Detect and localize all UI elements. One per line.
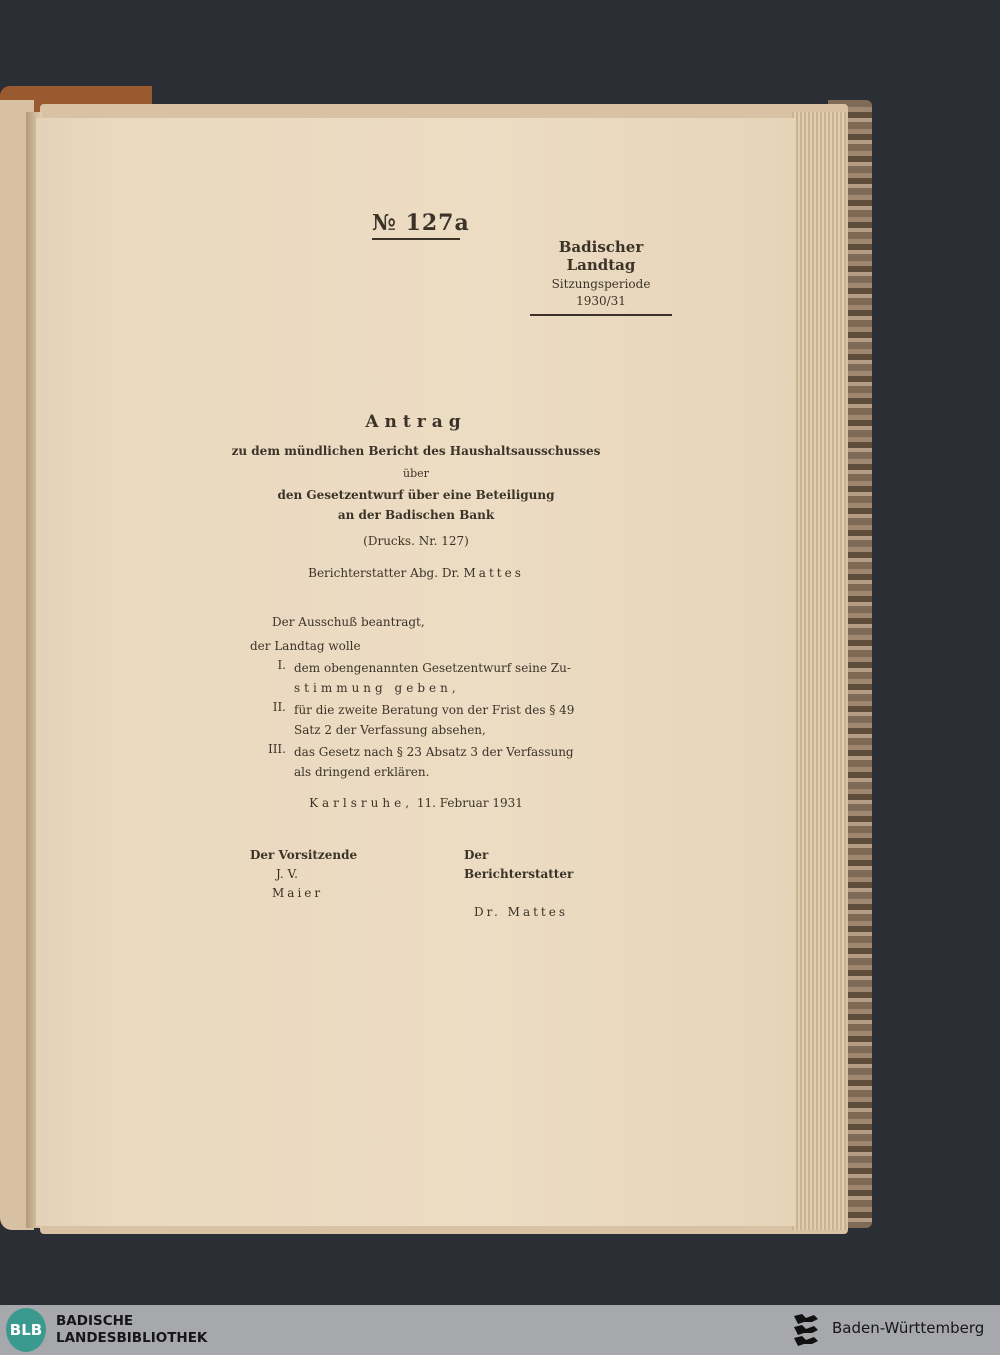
subject-ueber: über <box>403 467 429 480</box>
item-text-line: stimmung geben, <box>294 681 460 695</box>
state-name[interactable]: Baden-Württemberg <box>832 1319 985 1337</box>
library-name-line-1: BADISCHE <box>56 1313 134 1329</box>
signature-chair <box>250 846 370 903</box>
paragraph-landtag: der Landtag wolle <box>250 639 361 653</box>
baden-wuerttemberg-lions-icon[interactable] <box>790 1312 822 1348</box>
document-page <box>36 118 796 1226</box>
stamp-underline <box>530 314 672 316</box>
list-item <box>248 700 588 740</box>
list-item <box>248 742 588 782</box>
document-title: Antrag <box>365 412 467 432</box>
signature-spacer <box>464 884 594 903</box>
library-name[interactable] <box>56 1313 207 1347</box>
document-number: № 127a <box>372 210 470 236</box>
document-number-underline <box>372 238 460 240</box>
item-number: II. <box>272 700 286 714</box>
subject-line-1: zu dem mündlichen Bericht des Haushaltsausschusses <box>231 444 601 458</box>
berichterstatter-name: Mattes <box>463 566 524 580</box>
item-text-line: für die zweite Beratung von der Frist des § 49 <box>294 703 575 717</box>
place-date-line <box>216 796 616 810</box>
signature-role: Der Berichterstatter <box>464 848 574 881</box>
page-edges <box>792 112 846 1230</box>
subject-line-2: den Gesetzentwurf über eine Beteiligung <box>277 488 555 502</box>
signature-role: Der Vorsitzende <box>250 848 358 862</box>
item-text <box>294 700 574 740</box>
signature-fv: J. V. <box>276 867 298 881</box>
item-text-line: dem obengenannten Gesetzentwurf seine Zu- <box>294 661 571 675</box>
stamp-subtitle: Sitzungsperiode <box>551 277 651 291</box>
item-text-line: Satz 2 der Verfassung absehen, <box>294 723 486 737</box>
signature-name: Maier <box>272 886 324 900</box>
item-text <box>294 742 574 782</box>
motion-items <box>248 658 588 784</box>
library-name-line-2: LANDESBIBLIOTHEK <box>56 1330 208 1346</box>
berichterstatter-prefix: Berichterstatter Abg. Dr. <box>308 566 460 580</box>
blb-logo-icon[interactable]: BLB <box>6 1308 46 1352</box>
list-item <box>248 658 588 698</box>
stamp-title: Badischer Landtag <box>558 238 644 274</box>
place: Karlsruhe, <box>309 796 414 810</box>
item-text-line: das Gesetz nach § 23 Absatz 3 der Verfassung <box>294 745 574 759</box>
landtag-stamp <box>530 238 672 316</box>
item-text-line: als dringend erklären. <box>294 765 430 779</box>
signature-name: Dr. Mattes <box>474 905 569 919</box>
footer-bar <box>0 1305 1000 1355</box>
subject-line-3: an der Badischen Bank <box>337 508 495 522</box>
berichterstatter-line <box>216 566 616 580</box>
drucksache-reference: (Drucks. Nr. 127) <box>363 534 469 548</box>
signature-rapporteur <box>464 846 594 922</box>
date: 11. Februar 1931 <box>416 796 523 810</box>
paragraph-ausschuss: Der Ausschuß beantragt, <box>272 615 425 629</box>
item-number: III. <box>267 742 286 756</box>
item-text <box>294 658 571 698</box>
stamp-year: 1930/31 <box>576 294 626 308</box>
item-number: I. <box>277 658 286 672</box>
